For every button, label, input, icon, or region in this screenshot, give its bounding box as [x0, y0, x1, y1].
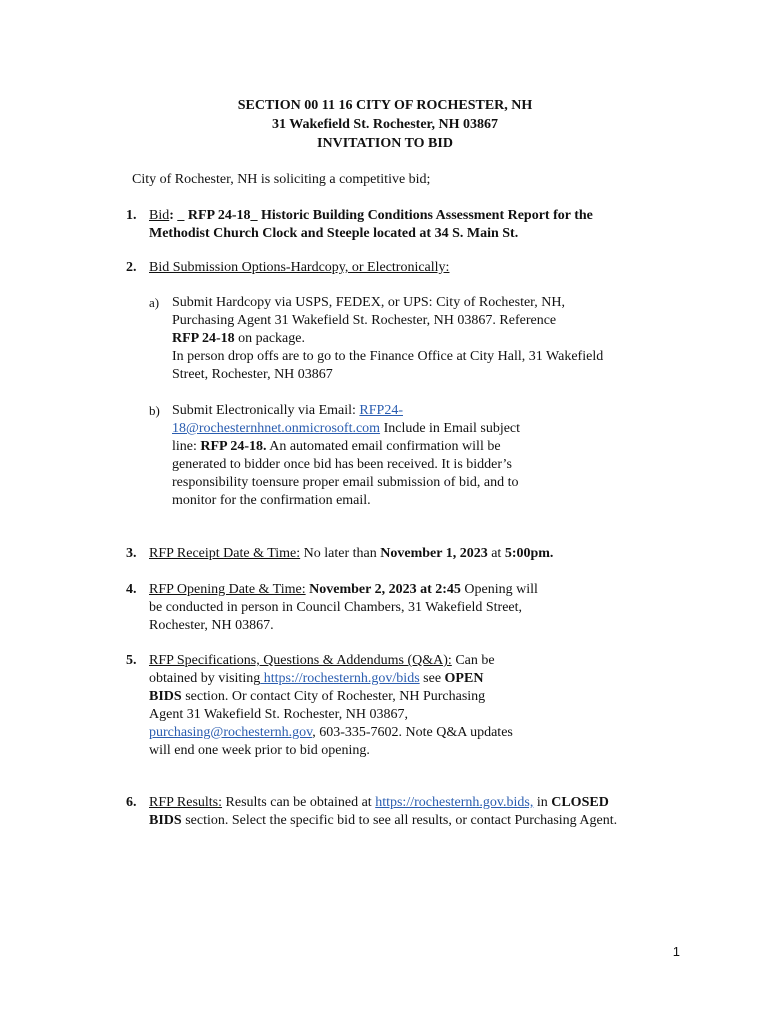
item-6-line-1 — [149, 794, 609, 812]
rfp-email-link-part-2[interactable]: 18@rochesternhnet.onmicrosoft.com — [172, 421, 381, 436]
item-6-pre: Results can be obtained at — [222, 795, 376, 810]
item-2b-line-2-rest: Include in Email subject — [380, 421, 521, 436]
item-2a-letter: a) — [149, 295, 160, 310]
item-6-line-2-rest: section. Select the specific bid to see all results, or contact Purchasing Agent. — [181, 813, 618, 828]
item-3-number: 3. — [126, 546, 137, 561]
item-2b-line-1-pre: Submit Electronically via Email: — [172, 403, 360, 418]
intro-text: City of Rochester, NH is soliciting a competitive bid; — [132, 172, 431, 187]
item-1-line-1 — [149, 207, 593, 225]
item-5-line-3 — [149, 688, 485, 706]
item-5-line-6: will end one week prior to bid opening. — [149, 743, 370, 758]
item-2-number: 2. — [126, 260, 137, 275]
item-3-pre: No later than — [300, 546, 381, 561]
item-4-label: RFP Opening Date & Time: — [149, 582, 306, 597]
item-6-line-2 — [149, 812, 617, 830]
item-5-line-5-rest: , 603-335-7602. Note Q&A updates — [312, 725, 513, 740]
open-label: OPEN — [444, 671, 484, 686]
bids-label: BIDS — [149, 689, 182, 704]
item-2b-line-2 — [172, 420, 520, 438]
purchasing-email-link[interactable]: purchasing@rochesternh.gov — [149, 725, 313, 740]
item-1-line-2: Methodist Church Clock and Steeple located at 34 S. Main St. — [149, 226, 519, 241]
item-1-text-1: : _ RFP 24-18_ Historic Building Conditions Assessment Report for the — [169, 208, 593, 223]
item-5-line-2-pre: obtained by visiting — [149, 671, 261, 686]
item-2a-line-3-rest: on package. — [234, 331, 305, 346]
item-2b-line-3-rest: An automated email confirmation will be — [266, 439, 501, 454]
receipt-date: November 1, 2023 — [380, 546, 488, 561]
item-4-line-1 — [149, 581, 538, 599]
item-6-number: 6. — [126, 795, 137, 810]
item-5-line-5 — [149, 724, 513, 742]
item-2a-line-4: In person drop offs are to go to the Finance Office at City Hall, 31 Wakefield — [172, 349, 604, 364]
item-5-rest: Can be — [451, 653, 495, 668]
item-4-line-3: Rochester, NH 03867. — [149, 618, 274, 633]
item-2a-rfp-ref: RFP 24-18 — [172, 331, 235, 346]
item-6-label: RFP Results: — [149, 795, 223, 810]
item-1-number: 1. — [126, 208, 137, 223]
item-3-label: RFP Receipt Date & Time: — [149, 546, 301, 561]
item-5-line-2 — [149, 670, 483, 688]
header-line-3: INVITATION TO BID — [317, 136, 453, 151]
item-5-label: RFP Specifications, Questions & Addendums (Q&A): — [149, 653, 452, 668]
item-5-line-3-rest: section. Or contact City of Rochester, NH Purchasing — [181, 689, 486, 704]
item-5-line-1 — [149, 652, 495, 670]
receipt-time: 5:00pm. — [504, 546, 554, 561]
header-line-2: 31 Wakefield St. Rochester, NH 03867 — [272, 117, 498, 132]
page-number: 1 — [672, 944, 680, 959]
item-2b-rfp-ref: RFP 24-18. — [200, 439, 267, 454]
item-2a-line-5: Street, Rochester, NH 03867 — [172, 367, 333, 382]
item-6-mid: in — [533, 795, 552, 810]
item-5-number: 5. — [126, 653, 137, 668]
item-2a-line-2: Purchasing Agent 31 Wakefield St. Rochester, NH 03867. Reference — [172, 313, 557, 328]
item-5-line-2-mid: see — [419, 671, 445, 686]
item-2-label: Bid Submission Options-Hardcopy, or Electronically: — [149, 260, 450, 275]
item-3-line — [149, 545, 553, 563]
item-2b-line-3-pre: line: — [172, 439, 201, 454]
header-line-1: SECTION 00 11 16 CITY OF ROCHESTER, NH — [237, 98, 533, 113]
rfp-email-link-part-1[interactable]: RFP24- — [359, 403, 403, 418]
closed-bids-label: BIDS — [149, 813, 182, 828]
item-2b-line-1 — [172, 402, 403, 420]
item-4-number: 4. — [126, 582, 137, 597]
item-4-rest: Opening will — [460, 582, 538, 597]
item-4-line-2: be conducted in person in Council Chambers, 31 Wakefield Street, — [149, 600, 523, 615]
item-2b-letter: b) — [149, 403, 160, 418]
closed-label: CLOSED — [551, 795, 609, 810]
item-1-label: Bid — [149, 208, 170, 223]
item-2b-line-6: monitor for the confirmation email. — [172, 493, 371, 508]
results-link[interactable]: https://rochesternh.gov.bids, — [375, 795, 534, 810]
item-5-line-4: Agent 31 Wakefield St. Rochester, NH 03867, — [149, 707, 408, 722]
item-2a-line-3 — [172, 330, 305, 348]
item-2b-line-5: responsibility toensure proper email submission of bid, and to — [172, 475, 519, 490]
bids-link[interactable]: https://rochesternh.gov/bids — [260, 671, 420, 686]
item-2a-line-1: Submit Hardcopy via USPS, FEDEX, or UPS: City of Rochester, NH, — [172, 295, 565, 310]
item-2b-line-4: generated to bidder once bid has been received. It is bidder’s — [172, 457, 512, 472]
item-2b-line-3 — [172, 438, 501, 456]
opening-date: November 2, 2023 at 2:45 — [305, 582, 461, 597]
item-3-mid: at — [487, 546, 505, 561]
